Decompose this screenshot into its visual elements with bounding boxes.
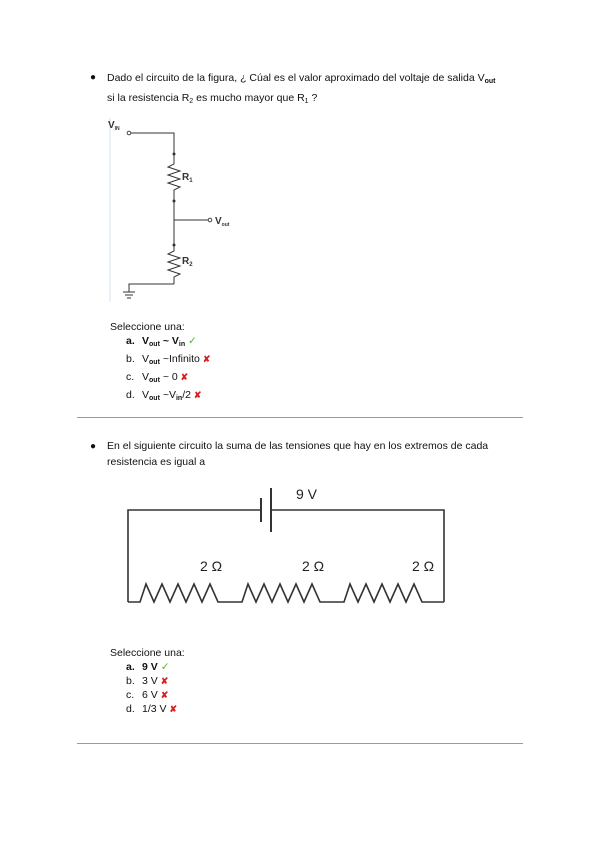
option-a[interactable]: a. $V_{out}$ ~ $V_{in}$ ✓ [126, 335, 197, 348]
answer-options [126, 334, 210, 406]
option-b[interactable]: b. $V_{out}$ ~Infinito ✘ [126, 353, 211, 366]
option-a[interactable]: a. 9 V ✓ [126, 661, 170, 673]
ground-icon [123, 292, 135, 298]
select-label: Seleccione una: [110, 321, 185, 333]
correct-check-icon: ✓ [160, 661, 170, 673]
bullet: ● [90, 72, 97, 83]
option-c[interactable]: c. $V_{out}$ ~ 0 ✘ [126, 371, 189, 384]
incorrect-cross-icon: ✘ [202, 354, 211, 364]
voltage-divider-diagram [104, 114, 274, 306]
resistor-3-label: 2 Ω [412, 558, 435, 574]
select-label: Seleccione una: [110, 647, 185, 659]
question-text: Dado el circuito de la figura, ¿ Cúal es el valor aproximado del voltaje de salida $V_{out}$ si la resistencia $R_2$ es mucho mayor que $R_1$ ? [107, 72, 496, 105]
divider [77, 417, 523, 418]
resistor-1-label: 2 Ω [200, 558, 223, 574]
battery-icon [261, 488, 271, 532]
resistor-r2 [168, 245, 180, 284]
bullet: ● [90, 441, 97, 452]
divider [77, 743, 523, 744]
option-d[interactable]: d. 1/3 V ✘ [126, 703, 177, 715]
correct-check-icon: ✓ [188, 335, 197, 347]
answer-options [126, 660, 177, 716]
svg-text:R2: $R_2$ [182, 256, 193, 268]
incorrect-cross-icon: ✘ [160, 676, 169, 686]
resistor-1 [128, 584, 230, 602]
svg-text:Vout: $V_{out}$ [215, 216, 230, 228]
resistor-r1 [168, 154, 180, 201]
option-c[interactable]: c. 6 V ✘ [126, 689, 169, 701]
battery-label: 9 V [296, 486, 318, 502]
option-b[interactable]: b. 3 V ✘ [126, 675, 169, 687]
resistor-3 [332, 584, 444, 602]
resistor-2 [230, 584, 332, 602]
svg-text:VIN: $V_{IN}$ [108, 120, 120, 132]
question-text: En el siguiente circuito la suma de las tensiones que hay en los extremos de cada resistencia es igual a [107, 440, 489, 468]
incorrect-cross-icon: ✘ [193, 390, 202, 400]
option-d[interactable]: d. $V_{out}$ $\sim V_{in}/2$ ✘ [126, 389, 202, 402]
incorrect-cross-icon: ✘ [160, 690, 169, 700]
series-circuit-diagram [120, 480, 450, 610]
incorrect-cross-icon: ✘ [180, 372, 189, 382]
incorrect-cross-icon: ✘ [169, 704, 177, 714]
resistor-2-label: 2 Ω [302, 558, 325, 574]
svg-text:R1: $R_1$ [182, 172, 193, 184]
